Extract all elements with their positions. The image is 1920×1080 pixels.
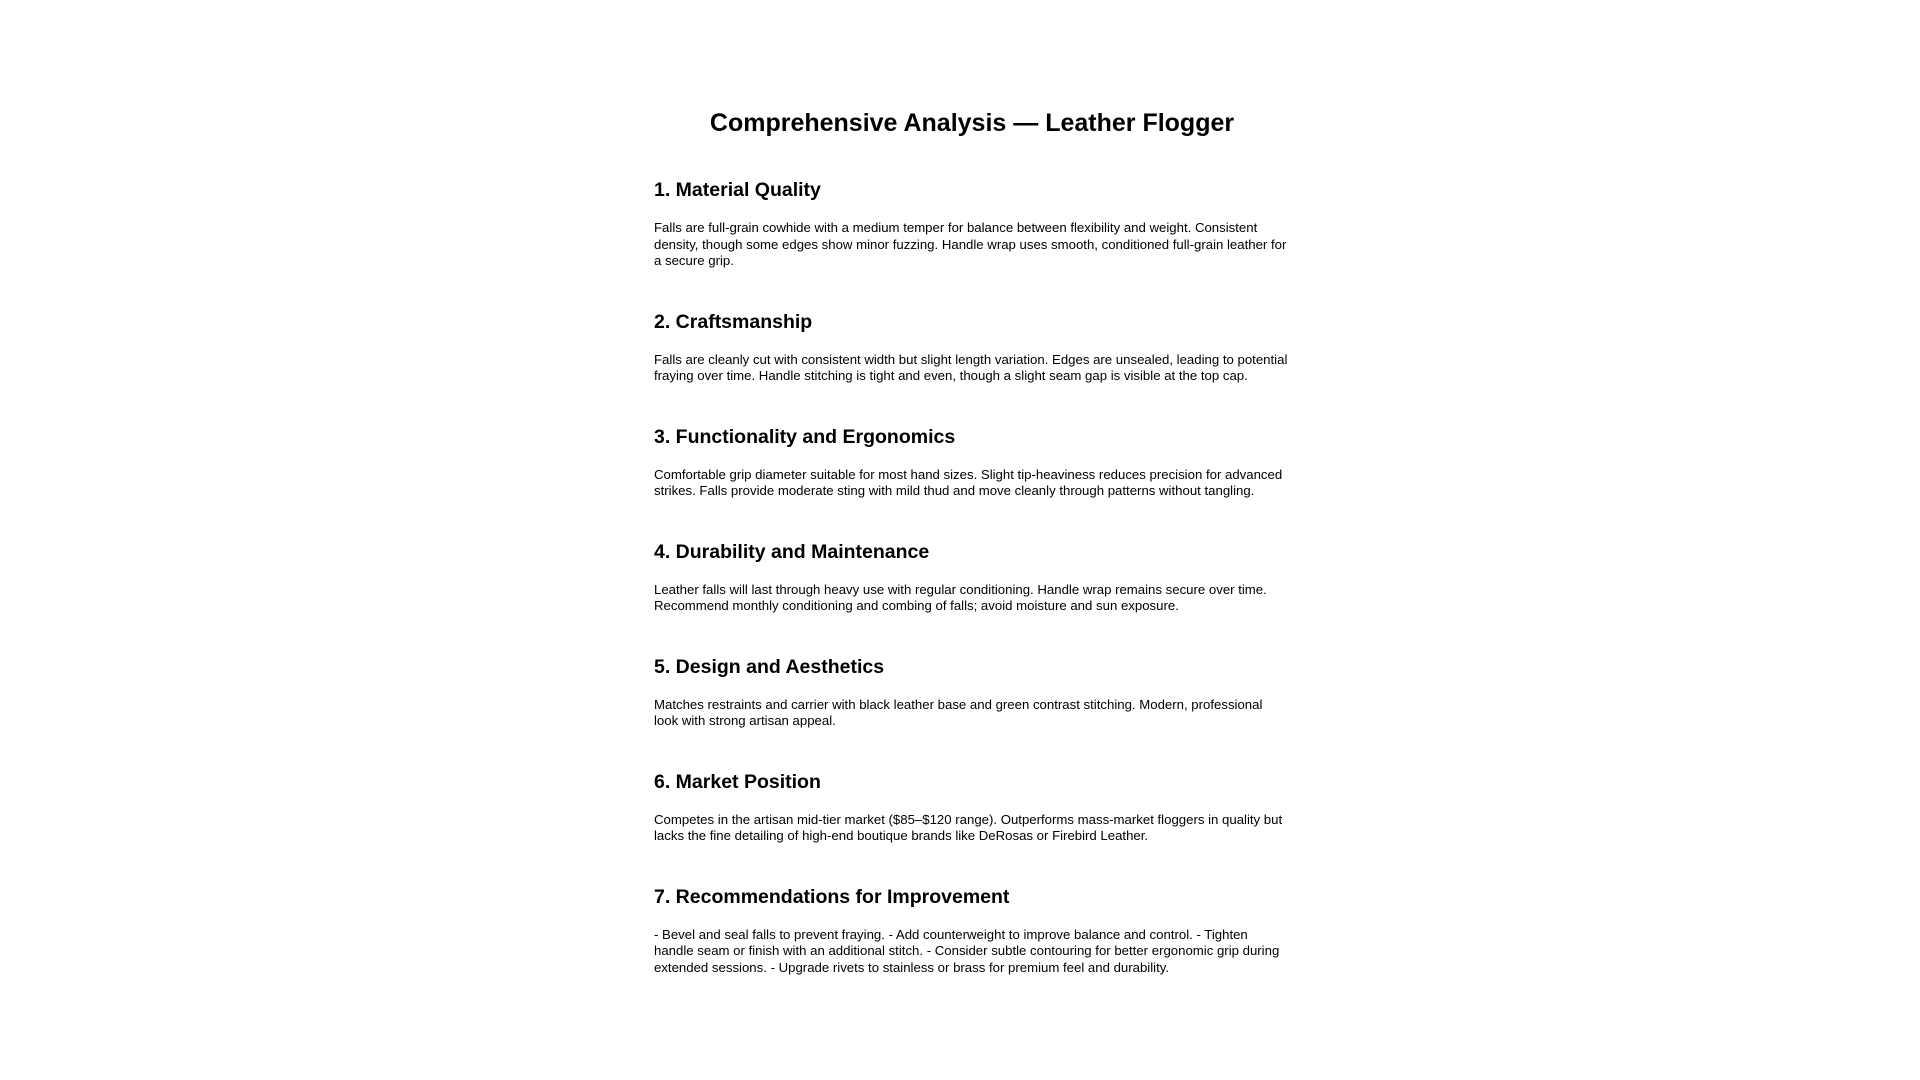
section-functionality-ergonomics xyxy=(654,425,1290,500)
section-heading: 4. Durability and Maintenance xyxy=(654,540,930,563)
section-body: Falls are full-grain cowhide with a medium temper for balance between flexibility and weight. Consistent density, though some edges show minor fuzzing. Handle wrap uses smooth, conditioned full-grain leather for a secure grip. xyxy=(654,220,1287,268)
document-title: Comprehensive Analysis — Leather Flogger xyxy=(709,109,1235,137)
section-design-aesthetics xyxy=(654,655,1290,730)
section-body: Matches restraints and carrier with black leather base and green contrast stitching. Modern, professional look with strong artisan appeal. xyxy=(654,696,1263,728)
document xyxy=(654,100,1290,1016)
section-recommendations xyxy=(654,885,1290,977)
section-body: Comfortable grip diameter suitable for most hand sizes. Slight tip-heaviness reduces precision for advanced strikes. Falls provide moderate sting with mild thud and move cleanly through patterns without tangling. xyxy=(654,466,1283,498)
section-heading: 3. Functionality and Ergonomics xyxy=(654,425,956,448)
section-body: Competes in the artisan mid-tier market ($85–$120 range). Outperforms mass-market floggers in quality but lacks the fine detailing of high-end boutique brands like DeRosas or Firebird Leather. xyxy=(654,811,1283,843)
section-heading: 2. Craftsmanship xyxy=(654,310,813,333)
section-material-quality xyxy=(654,178,1290,270)
section-body: Falls are cleanly cut with consistent width but slight length variation. Edges are unsealed, leading to potential fraying over time. Handle stitching is tight and even, though a slight seam gap is visible at the top cap. xyxy=(654,351,1288,383)
section-craftsmanship xyxy=(654,310,1290,385)
section-durability-maintenance xyxy=(654,540,1290,615)
section-body: - Bevel and seal falls to prevent fraying. - Add counterweight to improve balance and control. - Tighten handle seam or finish with an additional stitch. - Consider subtle contouring for better ergonomic grip during extended sessions. - Upgrade rivets to stainless or brass for premium feel and durability. xyxy=(654,926,1280,975)
section-heading: 1. Material Quality xyxy=(654,179,821,201)
section-heading: 7. Recommendations for Improvement xyxy=(654,885,1010,908)
section-heading: 6. Market Position xyxy=(654,770,821,793)
section-market-position xyxy=(654,770,1290,845)
section-heading: 5. Design and Aesthetics xyxy=(654,655,885,678)
section-body: Leather falls will last through heavy use with regular conditioning. Handle wrap remains secure over time. Recommend monthly conditioning and combing of falls; avoid moisture and sun exposure. xyxy=(654,581,1267,613)
